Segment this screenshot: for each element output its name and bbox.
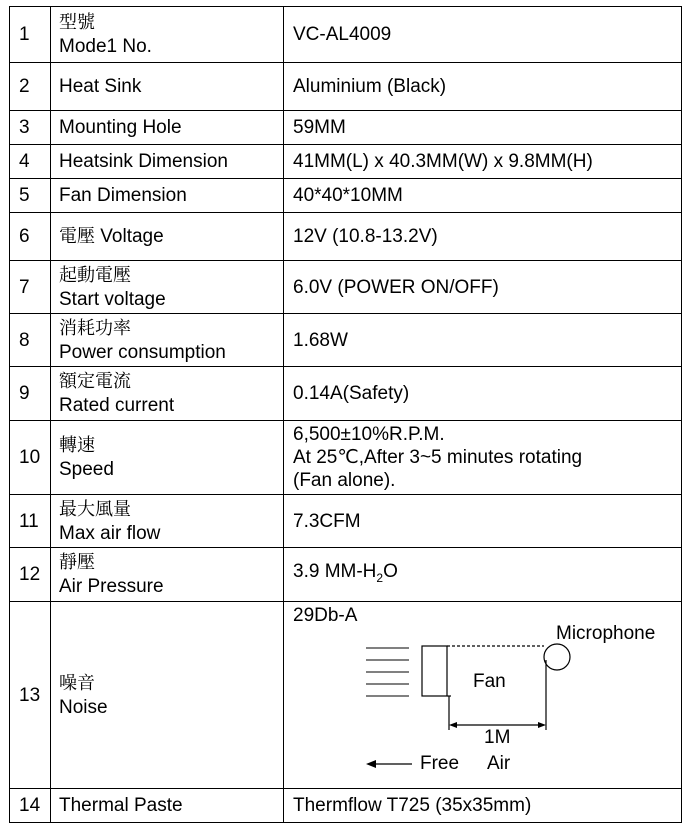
row-number: 9 xyxy=(10,367,51,421)
fan-block-icon xyxy=(422,646,447,696)
item-value: 1.68W xyxy=(284,314,682,367)
item-label-en: Mounting Hole xyxy=(59,117,182,138)
item-label-en: Air Pressure xyxy=(59,576,164,597)
table-row xyxy=(10,179,682,213)
microphone-icon xyxy=(544,644,570,670)
table-row xyxy=(10,367,682,421)
distance-label: 1M xyxy=(484,727,511,748)
row-number: 6 xyxy=(10,213,51,261)
table-row xyxy=(10,789,682,823)
table-row xyxy=(10,213,682,261)
item-label-en: Start voltage xyxy=(59,288,166,310)
speed-line: At 25℃,After 3~5 minutes rotating xyxy=(293,447,583,468)
table-row xyxy=(10,63,682,111)
row-number: 13 xyxy=(10,602,51,789)
item-label xyxy=(51,495,284,548)
item-value: Thermflow T725 (35x35mm) xyxy=(284,789,682,823)
item-label xyxy=(51,145,284,179)
row-number: 12 xyxy=(10,548,51,602)
item-label-cjk: 靜壓 xyxy=(59,552,95,573)
item-value: 41MM(L) x 40.3MM(W) x 9.8MM(H) xyxy=(284,145,682,179)
noise-cell xyxy=(284,602,682,789)
pressure-subscript: 2 xyxy=(376,570,384,585)
row-number: 5 xyxy=(10,179,51,213)
item-label-en: Fan Dimension xyxy=(59,185,187,206)
item-label-cjk: 額定電流 xyxy=(59,371,131,392)
pressure-main: 3.9 MM-H xyxy=(293,560,377,582)
item-label xyxy=(51,421,284,495)
table-row xyxy=(10,7,682,63)
row-number: 7 xyxy=(10,261,51,314)
item-value: Aluminium (Black) xyxy=(284,63,682,111)
item-label-en: Max air flow xyxy=(59,522,161,544)
arrowhead-left-icon xyxy=(449,722,457,728)
noise-diagram xyxy=(284,602,681,788)
item-label-en: Voltage xyxy=(100,226,164,247)
item-label xyxy=(51,179,284,213)
row-number: 10 xyxy=(10,421,51,495)
item-label xyxy=(51,63,284,111)
spec-table xyxy=(9,6,682,823)
item-label-cjk: 消耗功率 xyxy=(59,317,131,339)
item-value: 0.14A(Safety) xyxy=(284,367,682,421)
item-value: 59MM xyxy=(284,111,682,145)
item-label-en: Power consumption xyxy=(59,341,226,363)
row-number: 14 xyxy=(10,789,51,823)
noise-level: 29Db-A xyxy=(293,605,358,626)
item-label-en: Heatsink Dimension xyxy=(59,151,228,172)
item-label xyxy=(51,213,284,261)
item-value: VC-AL4009 xyxy=(284,7,682,63)
row-number: 8 xyxy=(10,314,51,367)
fan-label: Fan xyxy=(473,671,506,692)
table-row xyxy=(10,495,682,548)
item-label xyxy=(51,314,284,367)
item-label-cjk: 起動電壓 xyxy=(59,264,131,286)
item-label-en: Speed xyxy=(59,459,114,480)
item-label-en: Rated current xyxy=(59,395,175,416)
table-row xyxy=(10,548,682,602)
item-label xyxy=(51,548,284,602)
item-label xyxy=(51,367,284,421)
item-label-cjk: 轉速 xyxy=(59,435,95,456)
item-label xyxy=(51,789,284,823)
item-label xyxy=(51,261,284,314)
table-row xyxy=(10,602,682,789)
item-label-en: Heat Sink xyxy=(59,76,142,97)
table-row xyxy=(10,314,682,367)
item-value: 7.3CFM xyxy=(284,495,682,548)
item-value xyxy=(284,421,682,495)
item-value: 40*40*10MM xyxy=(284,179,682,213)
microphone-label: Microphone xyxy=(556,623,656,644)
item-label-en: Noise xyxy=(59,696,108,718)
item-label-en: Mode1 No. xyxy=(59,36,152,57)
arrowhead-right-icon xyxy=(538,722,546,728)
row-number: 1 xyxy=(10,7,51,63)
item-label xyxy=(51,111,284,145)
item-label-en: Thermal Paste xyxy=(59,795,183,816)
item-label-cjk: 電壓 xyxy=(59,226,95,247)
speed-line: (Fan alone). xyxy=(293,470,396,491)
item-value: 6.0V (POWER ON/OFF) xyxy=(284,261,682,314)
noise-setup-diagram xyxy=(284,602,680,788)
item-value xyxy=(284,548,682,602)
table-row xyxy=(10,145,682,179)
item-label xyxy=(51,7,284,63)
item-label-cjk: 型號 xyxy=(59,12,95,33)
row-number: 11 xyxy=(10,495,51,548)
airflow-lines xyxy=(366,648,409,696)
free-label: Free xyxy=(420,753,460,774)
air-label: Air xyxy=(487,753,511,774)
item-label xyxy=(51,602,284,789)
pressure-tail: O xyxy=(383,560,398,582)
table-row xyxy=(10,421,682,495)
row-number: 3 xyxy=(10,111,51,145)
item-value: 12V (10.8-13.2V) xyxy=(284,213,682,261)
arrow-left-icon xyxy=(366,760,376,768)
item-label-cjk: 最大風量 xyxy=(59,498,131,520)
table-row xyxy=(10,261,682,314)
item-label-cjk: 噪音 xyxy=(59,672,95,694)
row-number: 4 xyxy=(10,145,51,179)
table-row xyxy=(10,111,682,145)
speed-line: 6,500±10%R.P.M. xyxy=(293,424,445,445)
row-number: 2 xyxy=(10,63,51,111)
